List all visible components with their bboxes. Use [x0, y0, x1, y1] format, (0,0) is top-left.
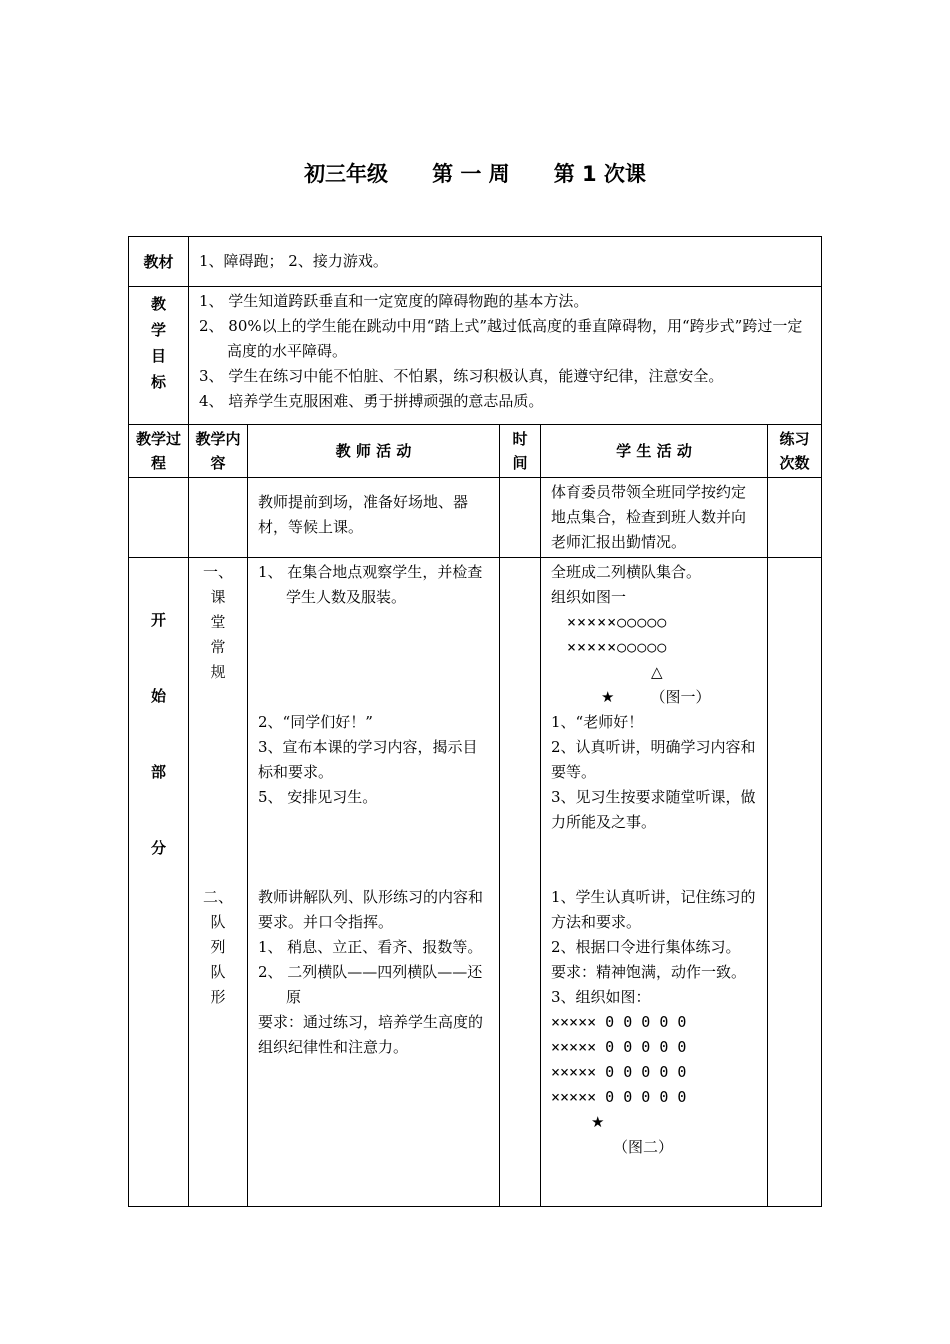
phase-label-start [129, 558, 189, 1207]
teacher-item: 2、 二列横队——四列横队——还原 [258, 963, 483, 1006]
student-item: 3、见习生按要求随堂听课，做力所能及之事。 [551, 788, 756, 831]
section-label-char: 常 [210, 638, 226, 656]
material-row [129, 237, 822, 287]
phase-char: 分 [150, 839, 166, 857]
teacher-item: 5、 安排见习生。 [258, 788, 378, 806]
student-item: 1、学生认真听讲，记住练习的方法和要求。 [551, 888, 756, 931]
section-label-char: 队 [210, 963, 226, 981]
section2-label [191, 885, 245, 1010]
section-label-char: 列 [210, 938, 226, 956]
phase-char: 部 [150, 763, 166, 781]
section-label-char: 一、 [202, 563, 233, 581]
teacher-item: 2、“同学们好！” [258, 713, 373, 731]
section1-teacher-bottom [258, 710, 491, 885]
objective-item: 1、 学生知道跨跃垂直和一定宽度的障碍物跑的基本方法。 [199, 292, 589, 310]
title-week: 第 一 周 [432, 162, 510, 186]
objectives-label-char: 教 [150, 295, 166, 313]
objectives-label [129, 287, 189, 425]
material-content: 1、障碍跑； 2、接力游戏。 [189, 237, 822, 287]
header-count: 练习次数 [768, 425, 822, 478]
lesson-plan-table [128, 236, 822, 1207]
header-teacher: 教 师 活 动 [248, 425, 500, 478]
student-item: 2、认真听讲，明确学习内容和要等。 [551, 738, 756, 781]
start-time-cell [500, 558, 541, 1207]
teacher-item: 3、宣布本课的学习内容，揭示目标和要求。 [258, 738, 478, 781]
section1-student [551, 560, 759, 885]
teacher-item: 要求：通过练习，培养学生高度的组织纪律性和注意力。 [258, 1013, 484, 1056]
section-label-char: 堂 [210, 613, 226, 631]
objective-item: 4、 培养学生克服困难、勇于拼搏顽强的意志品质。 [199, 392, 544, 410]
teacher-item: 1、 稍息、立正、看齐、报数等。 [258, 938, 483, 956]
section1-teacher-top [258, 560, 491, 710]
header-row [129, 425, 822, 478]
section-label-char: 队 [210, 913, 226, 931]
teacher-item: 教师讲解队列、队形练习的内容和要求。并口令指挥。 [258, 888, 484, 931]
student-item: 组织如图一 [551, 588, 627, 606]
prep-time-cell [500, 478, 541, 558]
header-process: 教学过程 [129, 425, 189, 478]
star-icon: ★ [591, 1113, 605, 1131]
title-grade: 初三年级 [304, 162, 389, 186]
section-label-char: 形 [210, 988, 226, 1006]
figure-caption: （图二） [613, 1138, 674, 1156]
start-teacher-activities [248, 558, 500, 1207]
objectives-label-char: 标 [150, 373, 166, 391]
section-labels [189, 558, 248, 1207]
objective-item: 2、 80%以上的学生能在跳动中用“踏上式”越过低高度的垂直障碍物，用“跨步式”跨过一定高度的水平障碍。 [199, 317, 803, 360]
teacher-item: 1、 在集合地点观察学生，并检查学生人数及服装。 [258, 563, 483, 606]
header-student: 学 生 活 动 [541, 425, 768, 478]
section-label-char: 规 [210, 663, 226, 681]
header-content: 教学内容 [189, 425, 248, 478]
material-label: 教材 [129, 237, 189, 287]
prep-student: 体育委员带领全班同学按约定地点集合，检查到班人数并向老师汇报出勤情况。 [541, 478, 768, 558]
student-item: 2、根据口令进行集体练习。 [551, 938, 741, 956]
title-lesson: 第 1 次课 [553, 162, 646, 186]
objectives-label-char: 学 [150, 321, 166, 339]
start-row [129, 558, 822, 1207]
section2-teacher [258, 885, 491, 1060]
objectives-row [129, 287, 822, 425]
prep-row [129, 478, 822, 558]
formation-row: ×××××○○○○○ [567, 613, 668, 631]
page-title [0, 158, 950, 188]
objectives-content [189, 287, 822, 425]
figure-caption: （图一） [650, 688, 711, 706]
student-item: 1、“老师好！ [551, 713, 644, 731]
section-label-char: 课 [210, 588, 226, 606]
formation-row: ××××× 0 0 0 0 0 [551, 1013, 687, 1031]
formation-row: ×××××○○○○○ [567, 638, 668, 656]
objectives-label-char: 目 [150, 347, 166, 365]
prep-count-cell [768, 478, 822, 558]
start-count-cell [768, 558, 822, 1207]
student-item: 3、组织如图： [551, 988, 651, 1006]
section2-student [551, 885, 759, 1160]
section1-label [191, 560, 245, 885]
formation-row: ××××× 0 0 0 0 0 [551, 1063, 687, 1081]
prep-teacher: 教师提前到场，准备好场地、器材，等候上课。 [248, 478, 500, 558]
student-item: 要求：精神饱满，动作一致。 [551, 963, 747, 981]
phase-char: 始 [150, 687, 166, 705]
header-time: 时间 [500, 425, 541, 478]
prep-content-cell [189, 478, 248, 558]
objective-item: 3、 学生在练习中能不怕脏、不怕累，练习积极认真，能遵守纪律，注意安全。 [199, 367, 724, 385]
star-icon: ★ [601, 688, 615, 706]
triangle-icon: △ [651, 663, 663, 681]
section-label-char: 二、 [202, 888, 233, 906]
start-student-activities [541, 558, 768, 1207]
prep-process-cell [129, 478, 189, 558]
phase-char: 开 [150, 611, 166, 629]
formation-row: ××××× 0 0 0 0 0 [551, 1038, 687, 1056]
formation-row: ××××× 0 0 0 0 0 [551, 1088, 687, 1106]
student-item: 全班成二列横队集合。 [551, 563, 702, 581]
